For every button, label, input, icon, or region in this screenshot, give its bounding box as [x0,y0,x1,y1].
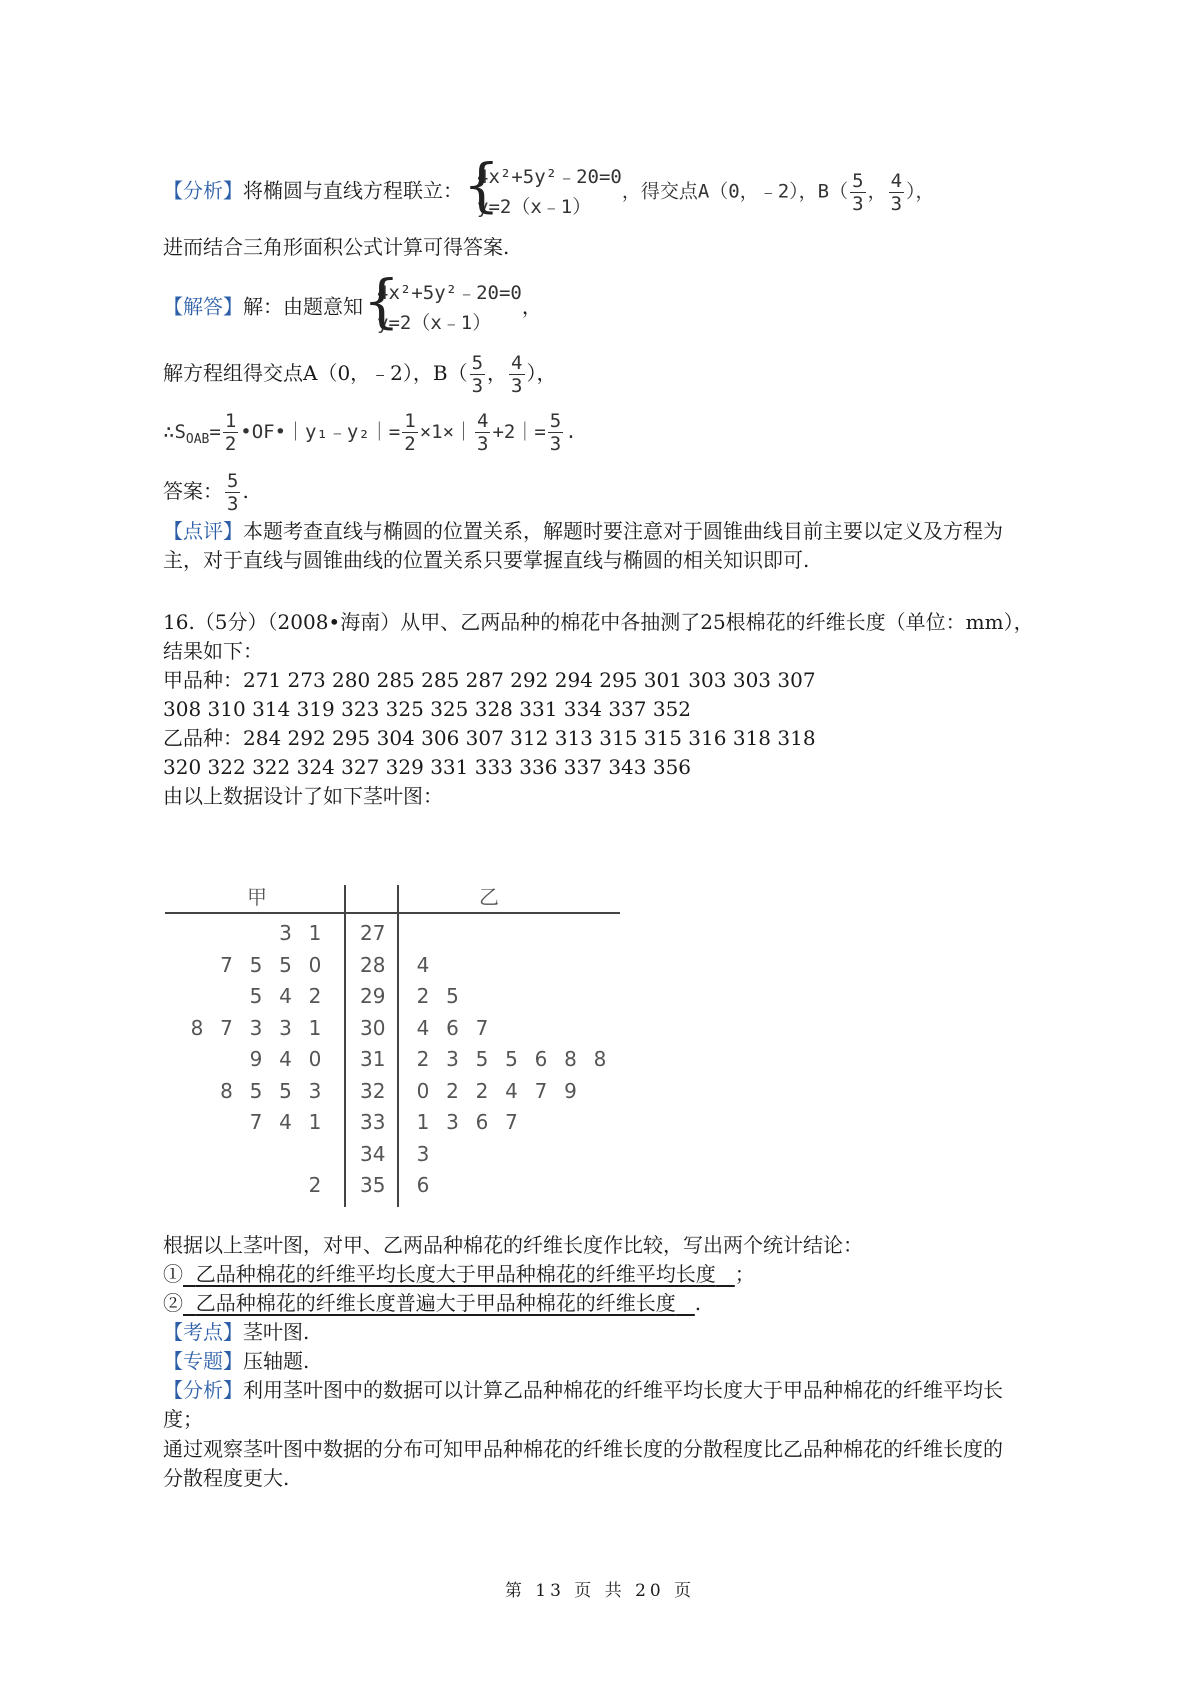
leaf-right: 6 [534,1047,548,1071]
leaf-right: 3 [446,1110,459,1134]
answer-line: 答案： $\frac{5}{3}$ . [163,470,249,515]
solution-equation-system: { 4x²+5y²﹣20=0 y=2（x﹣1） [363,267,522,335]
comment-tag: 【点评】 [163,519,243,543]
stem: 29 [360,984,386,1008]
fenxi-line-1: 【分析】利用茎叶图中的数据可以计算乙品种棉花的纤维平均长度大于甲品种棉花的纤维平均长 [163,1378,1003,1402]
leaf-left: 4 [279,1047,292,1071]
leaf-left: 8 [190,1015,204,1040]
leaf-right: 5 [475,1047,489,1071]
leaf-left: 0 [308,1047,322,1071]
leaf-right: 7 [475,1015,489,1040]
leaf-right: 4 [505,1078,518,1103]
leaf-right: 3 [416,1141,430,1166]
leaf-left: 7 [220,1015,233,1040]
leaf-left: 7 [220,952,233,977]
leaf-left: 3 [308,1078,322,1103]
leaf-right: 9 [564,1078,577,1103]
leaf-right: 7 [534,1078,548,1103]
leaf-left: 1 [308,1110,322,1134]
stem: 33 [360,1110,386,1134]
leaf-right: 8 [593,1047,607,1071]
analysis-lead: 将椭圆与直线方程联立： [243,178,463,203]
stem: 31 [360,1047,386,1071]
conclusion-1-answer: 乙品种棉花的纤维平均长度大于甲品种棉花的纤维平均长度 [195,1262,716,1286]
solution-tag: 【解答】 [163,294,243,319]
header-yi: 乙 [479,885,499,909]
jia-data-2: 308 310 314 319 323 325 325 328 331 334 337 352 [163,697,692,721]
leaf-left: 9 [249,1047,263,1071]
comment-line-2: 主，对于直线与圆锥曲线的位置关系只要掌握直线与椭圆的相关知识即可. [163,548,810,572]
prev-analysis-line: 【分析】将椭圆与直线方程联立： { 4x²+5y²﹣20=0 y=2（x﹣1） ，得交点A（0，﹣2），B（ $\frac{5}{3}$ ， $\frac{4}{3}$ ）， [163,162,935,222]
leaf-right: 5 [446,984,459,1008]
problem16-title: 16.（5分）（2008•海南）从甲、乙两品种的棉花中各抽测了25根棉花的纤维长度（单位：mm）， [163,610,1034,634]
brace-icon: { [463,151,500,219]
leaf-right: 7 [505,1110,518,1134]
conclusion-lead: 根据以上茎叶图，对甲、乙两品种棉花的纤维长度作比较，写出两个统计结论： [163,1233,863,1257]
fraction-5-3: $\frac{5}{3}$ [852,169,864,215]
stem-leaf-plot [165,877,625,1209]
leaf-right: 3 [446,1047,459,1071]
problem16-line2: 结果如下： [163,639,263,663]
leaf-left: 4 [279,984,292,1008]
solution-intersection-line: 解方程组得交点A（0，﹣2），B（ $\frac{5}{3}$ ， $\frac{4}{3}$ ）， [163,352,557,397]
leaf-right: 2 [416,1047,430,1071]
leaf-right: 6 [475,1110,489,1134]
leaf-left: 5 [249,952,263,977]
leaf-left: 4 [279,1110,292,1134]
leaf-left: 5 [279,952,292,977]
conclusion-2-answer: 乙品种棉花的纤维长度普遍大于甲品种棉花的纤维长度 [195,1291,676,1315]
leaf-left: 5 [249,1078,263,1103]
leaf-right: 6 [446,1015,459,1040]
comment-line-1: 【点评】本题考查直线与椭圆的位置关系，解题时要注意对于圆锥曲线目前主要以定义及方程为 [163,519,1003,543]
leaf-left: 0 [308,952,322,977]
stem: 27 [360,921,386,945]
leaf-right: 4 [416,952,430,977]
leaf-right: 2 [475,1078,489,1103]
stem: 34 [360,1141,386,1166]
fenxi-line-2: 度； [163,1407,203,1431]
stem: 32 [360,1078,386,1103]
page-footer: 第 13 页 共 20 页 [504,1581,696,1601]
solution-line: 【解答】解：由题意知 { 4x²+5y²﹣20=0 y=2（x﹣1） ， [163,278,542,338]
stem-leaf-intro: 由以上数据设计了如下茎叶图： [163,784,443,808]
equation-1: 4x²+5y²﹣20=0 [477,166,622,188]
leaf-left: 3 [249,1015,263,1040]
fenxi-line-4: 分散程度更大. [163,1466,290,1490]
brace-icon: { [363,267,400,335]
yi-data-1: 乙品种：284 292 295 304 306 307 312 313 315 315 316 318 318 [163,726,816,750]
equation-2: y=2（x﹣1） [477,196,592,218]
fraction-4-3: $\frac{4}{3}$ [890,169,903,215]
leaf-left: 5 [279,1078,292,1103]
leaf-left: 1 [308,1015,322,1040]
leaf-right: 8 [564,1047,577,1071]
yi-data-2: 320 322 322 324 327 329 331 333 336 337 343 356 [163,755,692,779]
leaf-left: 2 [308,984,322,1008]
leaf-right: 5 [505,1047,518,1071]
stem: 35 [360,1173,386,1197]
stem: 28 [360,952,386,977]
leaf-left: 5 [249,984,263,1008]
leaf-right: 4 [416,1015,430,1040]
analysis-tag: 【分析】 [163,178,243,203]
equation-system [463,151,622,222]
leaf-right: 2 [446,1078,459,1103]
leaf-right: 0 [416,1078,430,1103]
leaf-left: 8 [220,1078,233,1103]
jia-data-1: 甲品种：271 273 280 285 285 287 292 294 295 301 303 303 307 [163,668,816,692]
stem: 30 [360,1015,386,1040]
leaf-left: 7 [249,1110,263,1134]
conclusion-2: ② 乙品种棉花的纤维长度普遍大于甲品种棉花的纤维长度 . [163,1291,702,1315]
leaf-left: 3 [279,921,292,945]
leaf-left: 3 [279,1015,292,1040]
stem-leaf-rules [165,877,625,1209]
zhuanti-line: 【专题】压轴题. [163,1349,310,1373]
area-formula-line: $\therefore S_{OAB}=$ $\frac{1}{2}$ •OF•｜y₁﹣y₂｜= $\frac{1}{2}$ ×1×｜ $\frac{4}{3}$ +2｜= $\frac{5}{3}$ . [163,410,577,455]
conclusion-1: ① 乙品种棉花的纤维平均长度大于甲品种棉花的纤维平均长度 ； [163,1262,755,1286]
analysis-line-2: 进而结合三角形面积公式计算可得答案. [163,235,510,259]
leaf-right: 6 [416,1173,430,1197]
leaf-right: 1 [416,1110,430,1134]
intersection-text: ，得交点A（0，﹣2），B（ [621,180,849,203]
fenxi-line-3: 通过观察茎叶图中数据的分布可知甲品种棉花的纤维长度的分散程度比乙品种棉花的纤维长度的 [163,1437,1003,1461]
leaf-left: 1 [308,921,322,945]
answer-fraction: $\frac{5}{3}$ [227,470,239,515]
leaf-left: 2 [308,1173,322,1197]
leaf-right: 2 [416,984,430,1008]
header-jia: 甲 [247,885,267,909]
kaodian-line: 【考点】茎叶图. [163,1320,310,1344]
